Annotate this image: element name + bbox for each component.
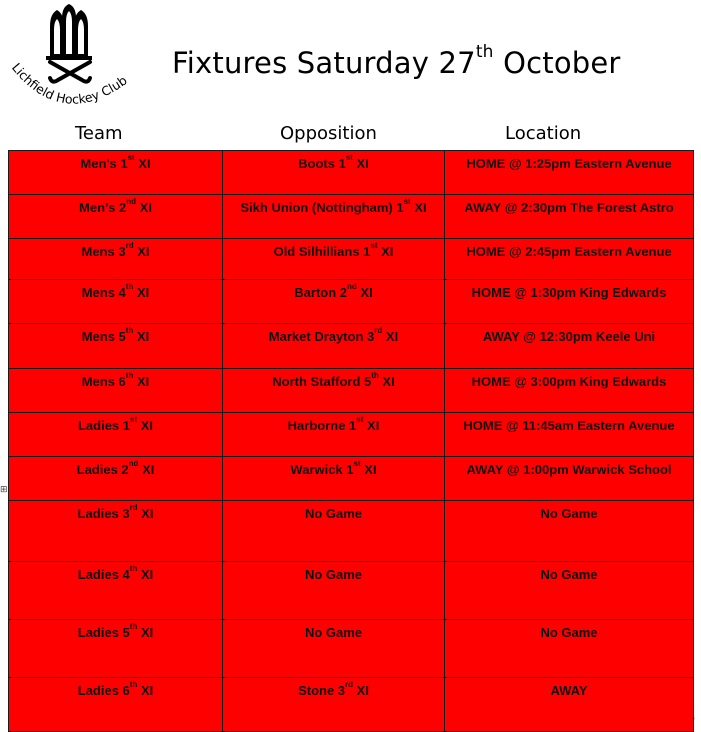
team-cell-team: Ladies 2 (76, 462, 129, 477)
location-cell-loc: HOME @ 3:00pm King Edwards (471, 374, 667, 389)
opposition-cell-opp: North Stafford 5 (272, 374, 372, 389)
opposition-cell (223, 195, 445, 239)
team-cell (9, 369, 223, 413)
opposition-cell-opp-sup: st (356, 415, 364, 424)
team-cell-team-suffix: XI (137, 625, 154, 640)
church-spires-icon (46, 4, 92, 60)
location-cell-loc: AWAY @ 12:30pm Keele Uni (482, 329, 656, 344)
opposition-cell-opp-suffix: XI (356, 285, 373, 300)
logo-arc-text: Lichfield Hockey Club (8, 60, 130, 107)
team-cell-team: Ladies 4 (77, 567, 130, 582)
opposition-cell (223, 151, 445, 195)
opposition-cell (223, 620, 445, 678)
opposition-cell-opp: Stone 3 (298, 683, 346, 698)
team-cell (9, 678, 223, 732)
opposition-cell-opp: Boots 1 (298, 156, 346, 171)
opposition-cell-opp-suffix: XI (352, 156, 369, 171)
table-row (9, 678, 694, 732)
team-cell-team-suffix: XI (137, 418, 154, 433)
opposition-cell-opp-sup: th (371, 371, 379, 380)
team-cell-team-sup: th (129, 622, 138, 631)
team-cell (9, 562, 223, 620)
team-cell-team: Ladies 1 (77, 418, 130, 433)
team-cell-team-suffix: XI (137, 506, 154, 521)
opposition-cell-opp-suffix: XI (353, 683, 369, 698)
column-header-team: Team (75, 123, 123, 144)
location-cell-loc: No Game (540, 625, 598, 640)
club-logo (2, 4, 142, 116)
team-cell-team-suffix: XI (133, 329, 150, 344)
opposition-cell (223, 457, 445, 501)
team-cell (9, 151, 223, 195)
location-cell (445, 151, 694, 195)
table-row (9, 280, 694, 324)
team-cell (9, 280, 223, 324)
location-cell-loc: AWAY @ 2:30pm The Forest Astro (464, 200, 674, 215)
location-cell-loc: AWAY @ 1:00pm Warwick School (466, 462, 672, 477)
opposition-cell-opp-suffix: XI (378, 374, 395, 389)
opposition-cell-opp-suffix: XI (410, 200, 427, 215)
table-row (9, 501, 694, 562)
location-cell (445, 369, 694, 413)
location-cell-loc: HOME @ 11:45am Eastern Avenue (463, 418, 675, 433)
table-row (9, 195, 694, 239)
team-cell-team-suffix: XI (134, 156, 151, 171)
location-cell-loc: No Game (540, 506, 598, 521)
team-cell-team: Men's 1 (80, 156, 128, 171)
location-cell-loc: AWAY (550, 683, 588, 698)
team-cell-team-sup: nd (126, 197, 137, 206)
team-cell-team-sup: th (125, 282, 134, 291)
fixtures-table (8, 150, 694, 732)
location-cell (445, 324, 694, 369)
team-cell (9, 324, 223, 369)
location-cell (445, 280, 694, 324)
opposition-cell-opp: Market Drayton 3 (268, 329, 375, 344)
opposition-cell-opp: Sikh Union (Nottingham) 1 (240, 200, 404, 215)
table-row (9, 620, 694, 678)
opposition-cell-opp: Barton 2 (294, 285, 348, 300)
opposition-cell (223, 324, 445, 369)
opposition-cell-opp: Harborne 1 (287, 418, 357, 433)
team-cell (9, 195, 223, 239)
opposition-cell-opp-sup: st (345, 153, 353, 162)
opposition-cell (223, 369, 445, 413)
team-cell-team-suffix: XI (133, 244, 150, 259)
opposition-cell-opp-sup: nd (347, 282, 357, 291)
location-cell-loc: HOME @ 1:30pm King Edwards (471, 285, 667, 300)
team-cell-team-suffix: XI (137, 683, 154, 698)
team-cell-team-suffix: XI (133, 285, 150, 300)
table-resize-handle-icon[interactable]: ▫ (692, 714, 695, 723)
team-cell-team-sup: th (125, 371, 134, 380)
team-cell-team: Mens 6 (81, 374, 126, 389)
table-row (9, 324, 694, 369)
opposition-cell-opp-suffix: XI (360, 462, 377, 477)
team-cell-team: Ladies 5 (77, 625, 130, 640)
team-cell (9, 413, 223, 457)
opposition-cell-opp-sup: rd (374, 326, 383, 335)
team-cell-team: Mens 5 (81, 329, 126, 344)
team-cell-team-sup: rd (125, 241, 134, 250)
fixtures-table-body (9, 151, 694, 732)
team-cell-team-sup: st (127, 153, 135, 162)
team-cell-team: Mens 4 (81, 285, 126, 300)
opposition-cell (223, 413, 445, 457)
table-row (9, 239, 694, 280)
team-cell (9, 501, 223, 562)
team-cell-team: Men’s 2 (79, 200, 127, 215)
team-cell (9, 457, 223, 501)
table-row (9, 413, 694, 457)
crossed-hockey-sticks-icon (50, 62, 90, 82)
opposition-cell-opp-suffix: XI (363, 418, 380, 433)
opposition-cell-opp-suffix: XI (377, 244, 394, 259)
team-cell-team: Ladies 6 (77, 683, 130, 698)
table-move-handle-icon[interactable]: ⊞ (0, 484, 8, 494)
opposition-cell-opp: No Game (304, 625, 363, 640)
column-header-opposition: Opposition (280, 123, 377, 144)
team-cell-team: Mens 3 (81, 244, 126, 259)
team-cell-team-suffix: XI (137, 567, 154, 582)
team-cell-team-suffix: XI (133, 374, 150, 389)
page-title: Fixtures Saturday 27th October (172, 42, 621, 80)
opposition-cell (223, 239, 445, 280)
table-row (9, 562, 694, 620)
table-row (9, 151, 694, 195)
location-cell (445, 239, 694, 280)
opposition-cell (223, 678, 445, 732)
opposition-cell-opp-sup: rd (345, 680, 354, 689)
team-cell-team-sup: th (129, 680, 138, 689)
location-cell (445, 501, 694, 562)
opposition-cell (223, 562, 445, 620)
location-cell (445, 195, 694, 239)
table-row (9, 369, 694, 413)
opposition-cell (223, 280, 445, 324)
opposition-cell-opp: No Game (304, 506, 363, 521)
opposition-cell-opp-sup: st (370, 241, 378, 250)
team-cell-team-suffix: XI (136, 200, 152, 215)
location-cell (445, 413, 694, 457)
column-header-location: Location (505, 123, 582, 144)
team-cell-team-sup: th (125, 326, 134, 335)
opposition-cell-opp: Old Silhillians 1 (273, 244, 371, 259)
team-cell-team-suffix: XI (138, 462, 155, 477)
location-cell (445, 620, 694, 678)
opposition-cell (223, 501, 445, 562)
team-cell-team-sup: rd (129, 503, 138, 512)
location-cell (445, 678, 694, 732)
opposition-cell-opp-sup: st (353, 459, 361, 468)
team-cell-team: Ladies 3 (77, 506, 130, 521)
team-cell (9, 239, 223, 280)
location-cell-loc: HOME @ 2:45pm Eastern Avenue (466, 244, 672, 259)
opposition-cell-opp: Warwick 1 (290, 462, 354, 477)
team-cell-team-sup: th (129, 564, 138, 573)
team-cell (9, 620, 223, 678)
opposition-cell-opp: No Game (304, 567, 363, 582)
team-cell-team-sup: st (130, 415, 138, 424)
table-row (9, 457, 694, 501)
opposition-cell-opp-sup: st (403, 197, 411, 206)
team-cell-team-sup: nd (128, 459, 139, 468)
location-cell-loc: HOME @ 1:25pm Eastern Avenue (466, 156, 672, 171)
location-cell (445, 562, 694, 620)
location-cell-loc: No Game (540, 567, 598, 582)
opposition-cell-opp-suffix: XI (382, 329, 399, 344)
location-cell (445, 457, 694, 501)
